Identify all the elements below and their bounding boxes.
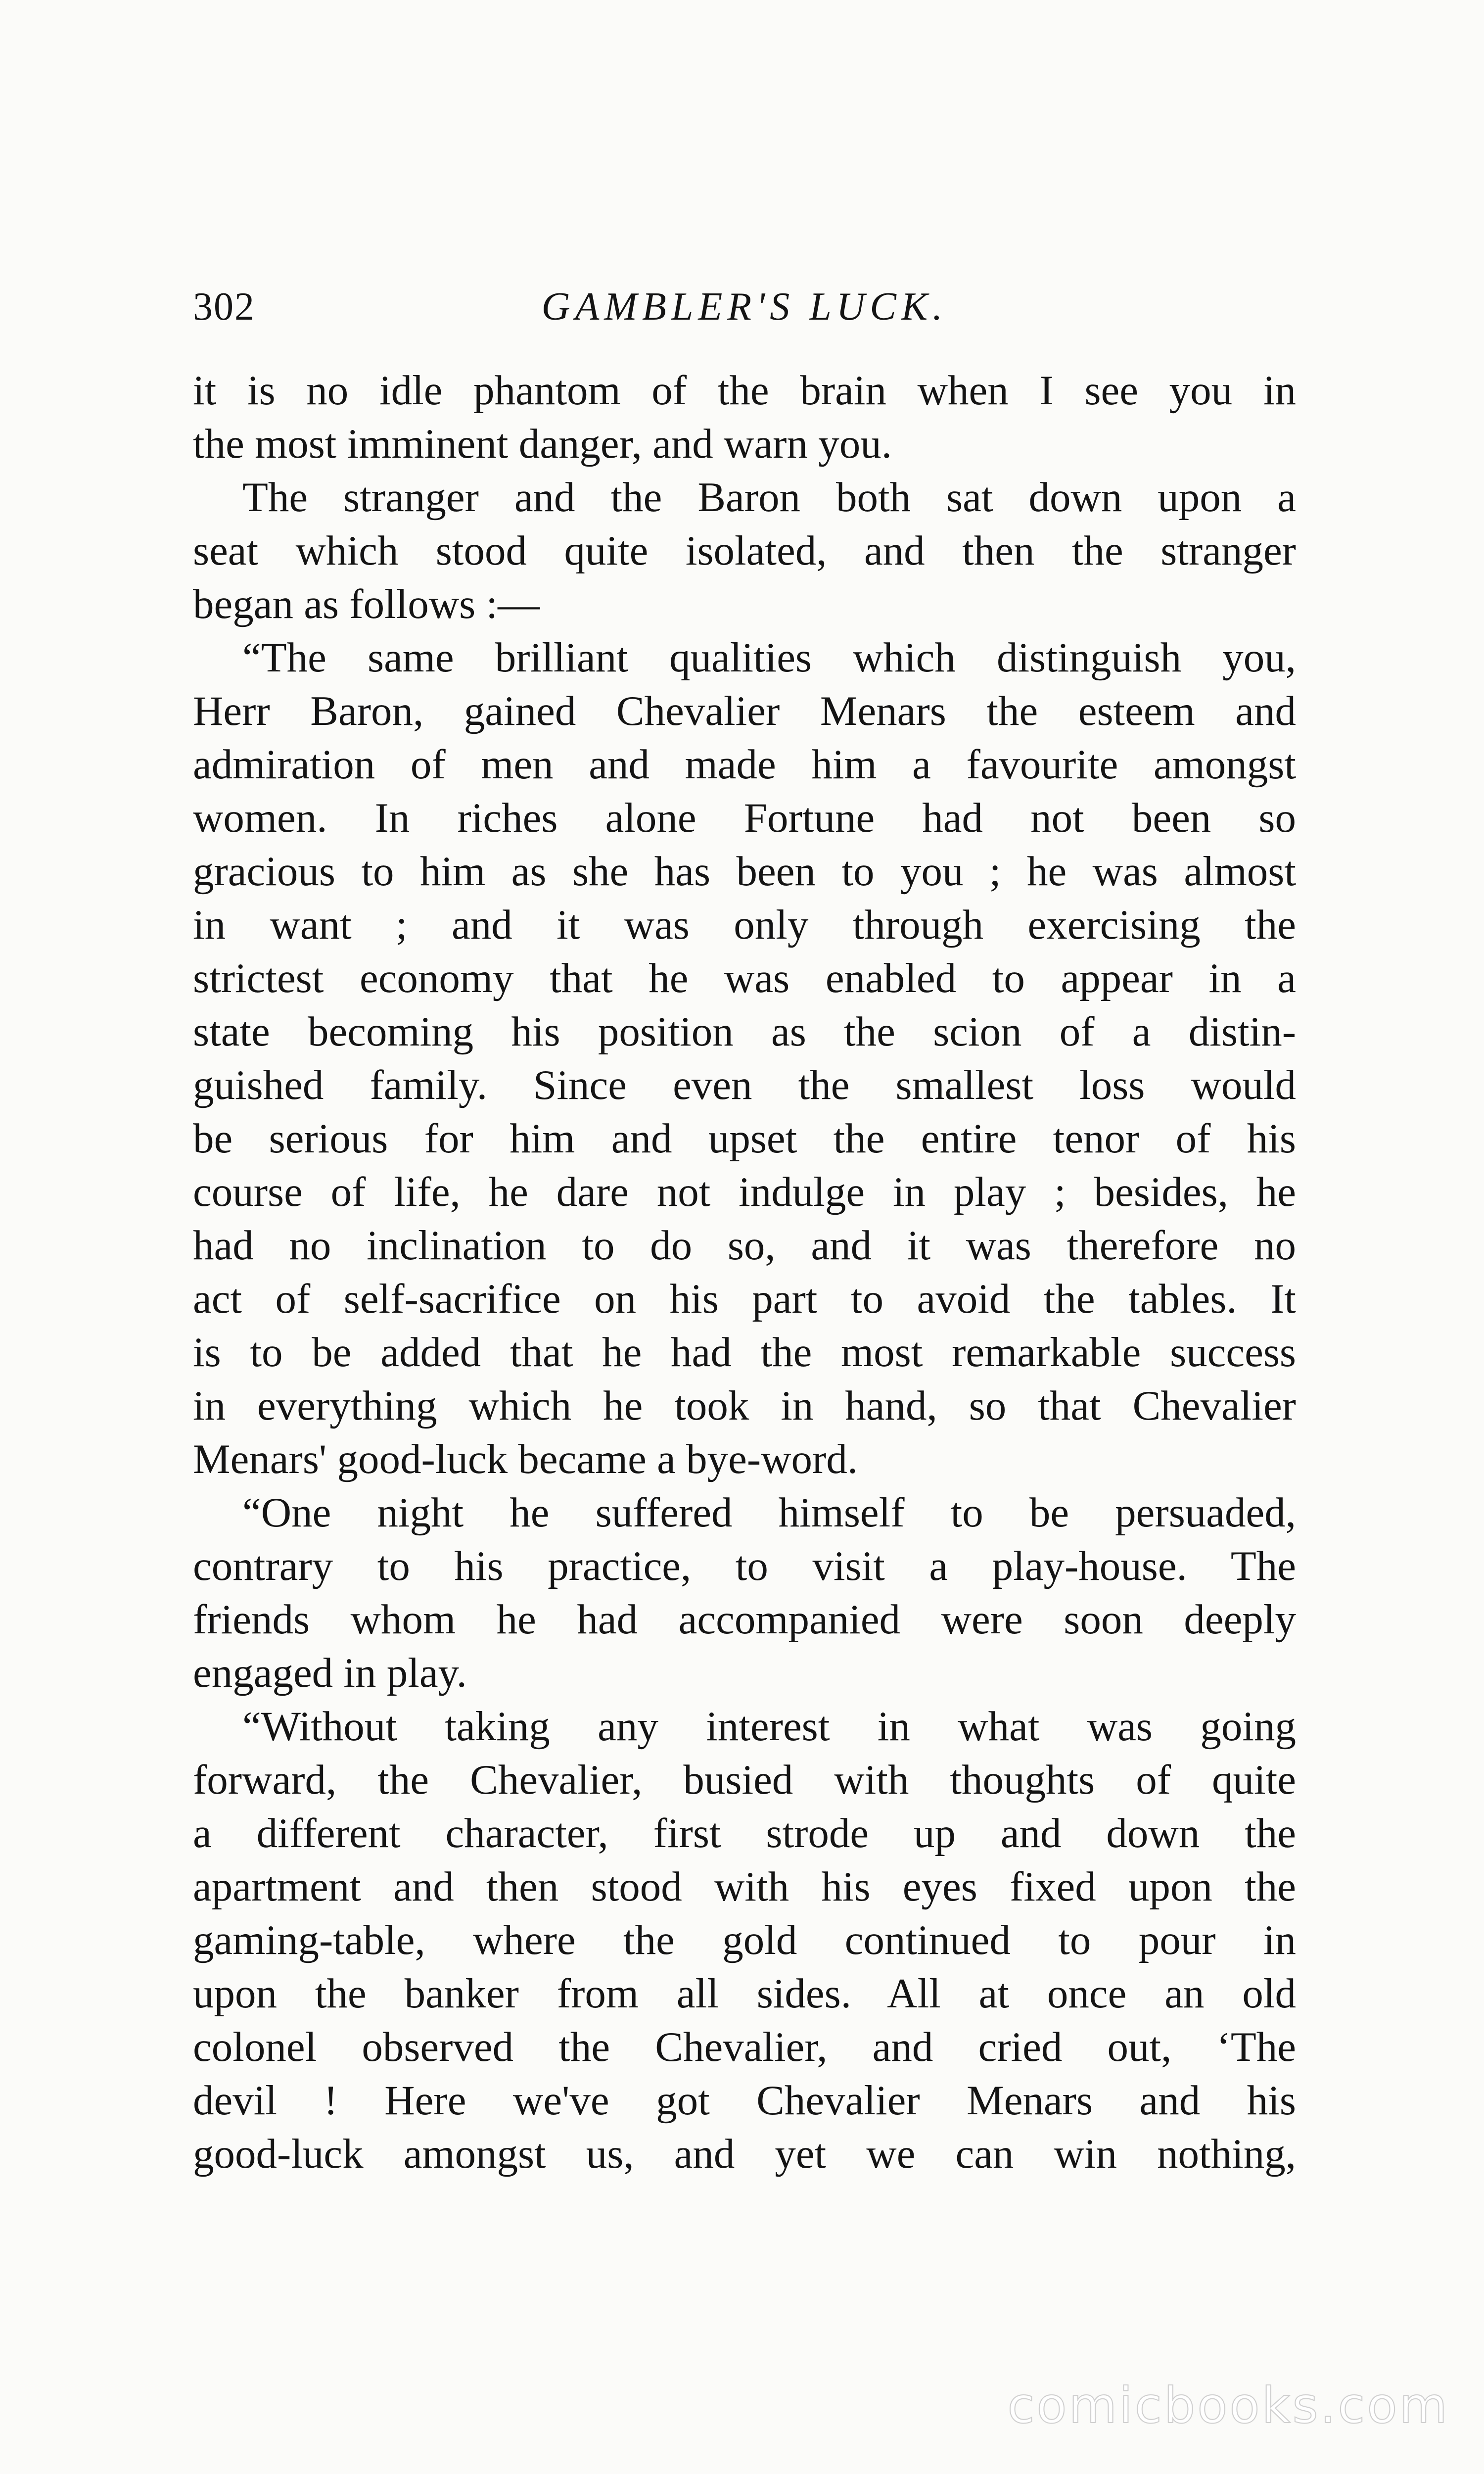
text-line: is to be added that he had the most remarkable success [193, 1329, 1296, 1376]
text-line: “One night he suffered himself to be persuaded, [242, 1489, 1296, 1536]
text-line: gracious to him as she has been to you ; he was almost [193, 848, 1296, 895]
text-line: engaged in play. [193, 1650, 467, 1696]
text-line: seat which stood quite isolated, and then the stranger [193, 527, 1296, 574]
text-line: “The same brilliant qualities which distinguish you, [242, 634, 1296, 681]
text-line: colonel observed the Chevalier, and cried out, ‘The [193, 2024, 1296, 2070]
running-title: GAMBLER'S LUCK. [541, 285, 948, 329]
text-line: women. In riches alone Fortune had not been so [193, 795, 1296, 841]
text-line: upon the banker from all sides. All at once an old [193, 1970, 1296, 2017]
page-number: 302 [193, 285, 255, 329]
text-line: course of life, he dare not indulge in play ; besides, he [193, 1169, 1296, 1215]
text-line: state becoming his position as the scion of a distin- [193, 1008, 1296, 1055]
text-line: friends whom he had accompanied were soon deeply [193, 1596, 1296, 1643]
text-line: strictest economy that he was enabled to appear in a [193, 955, 1296, 1001]
text-line: had no inclination to do so, and it was therefore no [193, 1222, 1296, 1269]
text-line: devil ! Here we've got Chevalier Menars and his [193, 2077, 1296, 2124]
text-line: “Without taking any interest in what was going [242, 1703, 1296, 1750]
text-line: contrary to his practice, to visit a play-house. The [193, 1543, 1296, 1589]
text-line: act of self-sacrifice on his part to avoid the tables. It [193, 1276, 1296, 1322]
text-line: The stranger and the Baron both sat down upon a [242, 474, 1296, 521]
text-line: apartment and then stood with his eyes fixed upon the [193, 1863, 1296, 1910]
text-line: forward, the Chevalier, busied with thoughts of quite [193, 1757, 1296, 1803]
text-line: guished family. Since even the smallest loss would [193, 1062, 1296, 1108]
text-line: admiration of men and made him a favourite amongst [193, 741, 1296, 788]
text-line: Herr Baron, gained Chevalier Menars the esteem and [193, 688, 1296, 734]
text-line: Menars' good-luck became a bye-word. [193, 1436, 858, 1482]
text-line: gaming-table, where the gold continued to pour in [193, 1917, 1296, 1963]
text-line: began as follows :— [193, 581, 540, 627]
text-line: in want ; and it was only through exercising the [193, 902, 1296, 948]
body-text [193, 364, 1296, 2181]
running-head [193, 277, 1296, 336]
text-line: the most imminent danger, and warn you. [193, 421, 892, 467]
watermark: comicbooks.com [1007, 2377, 1449, 2434]
text-line: it is no idle phantom of the brain when I see you in [193, 367, 1296, 414]
text-line: good-luck amongst us, and yet we can win nothing, [193, 2131, 1296, 2177]
text-line: be serious for him and upset the entire tenor of his [193, 1115, 1296, 1162]
text-line: a different character, first strode up and down the [193, 1810, 1296, 1856]
text-line: in everything which he took in hand, so that Chevalier [193, 1382, 1296, 1429]
